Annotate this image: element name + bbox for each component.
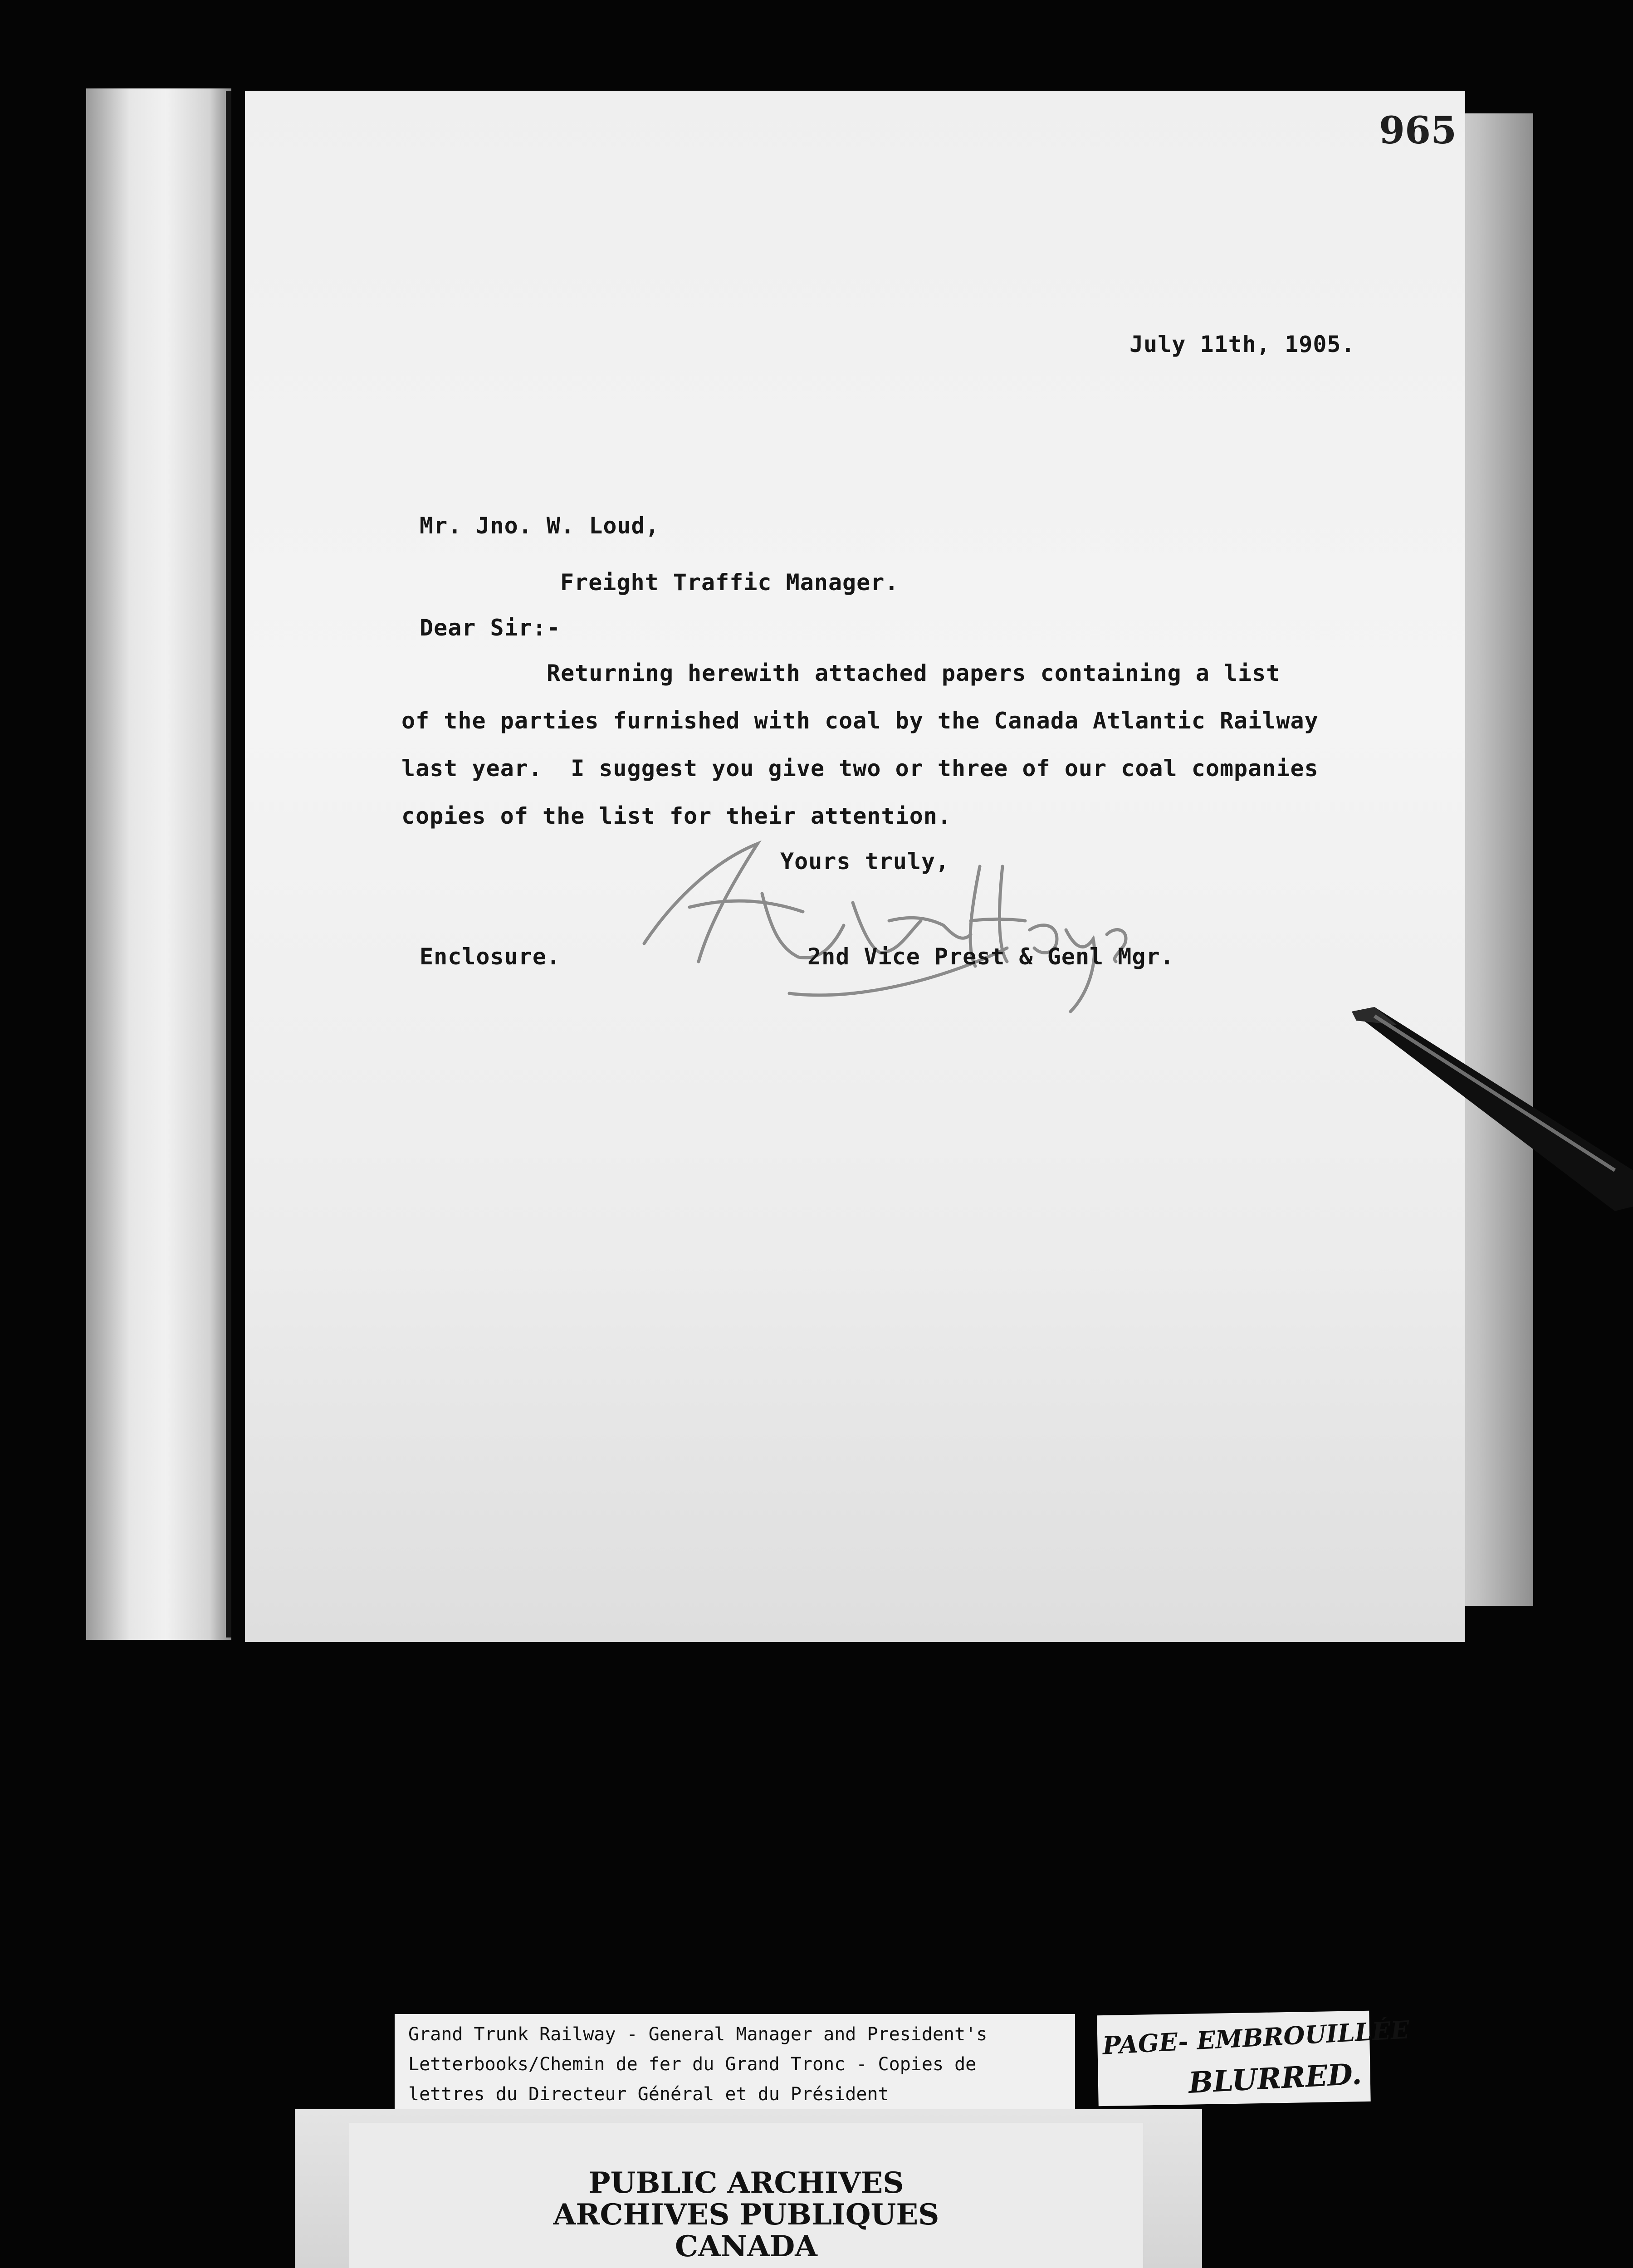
- closing: Yours truly,: [780, 848, 950, 875]
- handwritten-signature: [608, 812, 1152, 1048]
- salutation: Dear Sir:-: [420, 615, 561, 641]
- handwritten-note-line: BLURRED.: [1188, 2057, 1363, 2100]
- recipient-name: Mr. Jno. W. Loud,: [420, 513, 660, 539]
- binding-strip: [86, 88, 231, 1640]
- body-line: last year. I suggest you give two or three of our coal companies: [401, 755, 1319, 782]
- enclosure-note: Enclosure.: [420, 943, 561, 970]
- body-line: of the parties furnished with coal by the Canada Atlantic Railway: [401, 708, 1319, 734]
- letter-date: July 11th, 1905.: [1129, 331, 1355, 357]
- stamp-line: ARCHIVES PUBLIQUES: [553, 2198, 939, 2232]
- spine-line: [226, 91, 231, 1637]
- pen-icon: [1343, 998, 1633, 1225]
- archive-label-line: lettres du Directeur Général et du Président: [408, 2084, 889, 2105]
- signer-title: 2nd Vice Prest & Genl Mgr.: [807, 943, 1174, 970]
- archive-label-line: Letterbooks/Chemin de fer du Grand Tronc - Copies de: [408, 2054, 977, 2075]
- archive-label-line: Grand Trunk Railway - General Manager and President's: [408, 2024, 988, 2045]
- recipient-title: Freight Traffic Manager.: [560, 569, 899, 596]
- stamp-line: CANADA: [675, 2229, 817, 2263]
- body-line: Returning herewith attached papers containing a list: [547, 660, 1281, 686]
- handwritten-note-line: PAGE- EMBROUILLÉE: [1101, 2015, 1410, 2060]
- stamp-line: PUBLIC ARCHIVES: [588, 2166, 904, 2200]
- body-line: copies of the list for their attention.: [401, 803, 952, 829]
- folio-number: 965: [1379, 109, 1457, 152]
